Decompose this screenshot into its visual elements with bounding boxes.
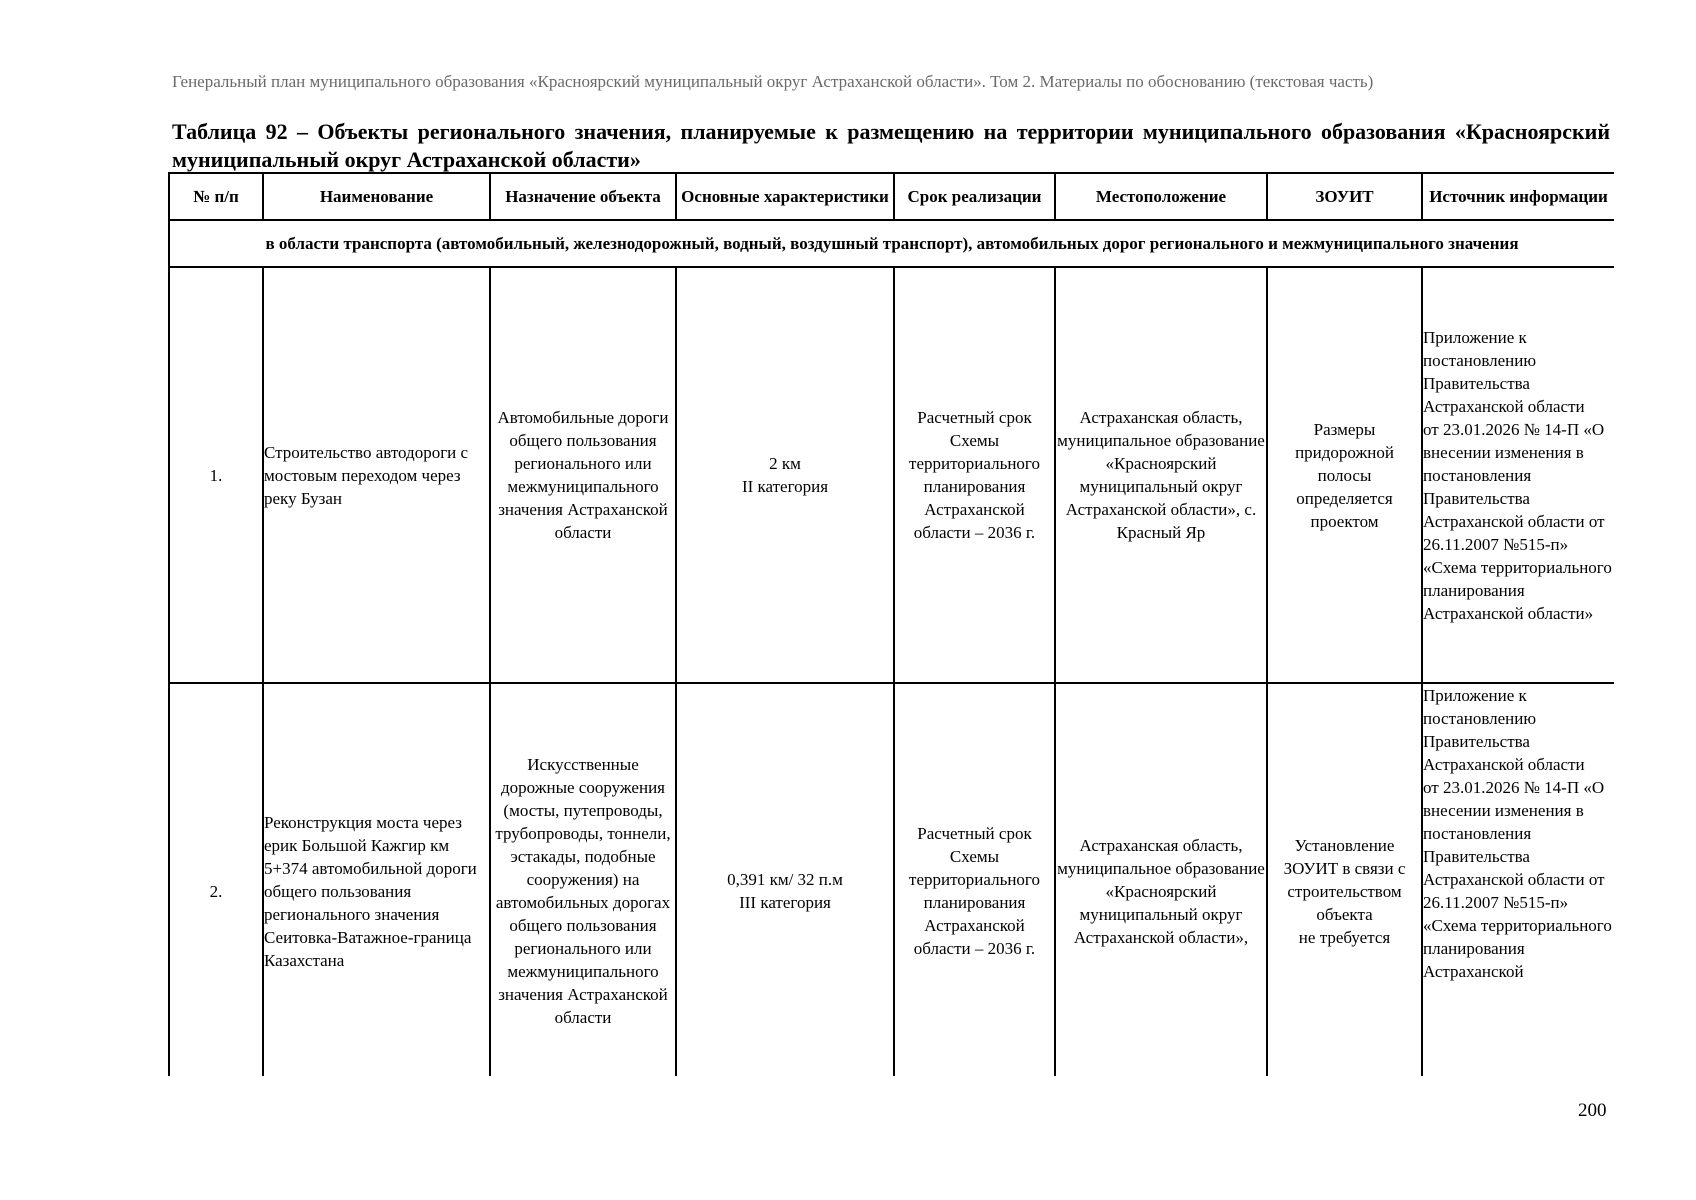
- object-name: Реконструкция моста через ерик Большой Кажгир км 5+374 автомобильной дороги общего пользования регионального значения Сеитовка-Ватажное-граница Казахстана: [263, 683, 490, 1076]
- object-characteristics: 0,391 км/ 32 п.м III категория: [676, 683, 894, 1076]
- implementation-term: Расчетный срок Схемы территориального планирования Астраханской области – 2036 г.: [894, 267, 1055, 683]
- info-source: Приложение к постановлению Правительства Астраханской области от 23.01.2026 № 14-П «О внесении изменения в постановления Правительства Астраханской области от 26.11.2007 №515-п» «Схема территориального планирования Астраханской: [1422, 683, 1614, 1076]
- table-container: [168, 172, 1614, 1076]
- object-name: Строительство автодороги с мостовым переходом через реку Бузан: [263, 267, 490, 683]
- table-row: [169, 683, 1614, 1076]
- column-header: Срок реализации: [894, 173, 1055, 220]
- zouit-info: Установление ЗОУИТ в связи с строительством объекта не требуется: [1267, 683, 1422, 1076]
- section-row: [169, 220, 1614, 267]
- table-title: Таблица 92 – Объекты регионального значения, планируемые к размещению на территории муниципального образования «Красноярский муниципальный округ Астраханской области»: [172, 119, 1610, 172]
- object-location: Астраханская область, муниципальное образование «Красноярский муниципальный округ Астраханской области», с. Красный Яр: [1055, 267, 1267, 683]
- objects-table: [168, 172, 1614, 1076]
- table-header-row: [169, 173, 1614, 220]
- object-purpose: Автомобильные дороги общего пользования регионального или межмуниципального значения Астраханской области: [490, 267, 676, 683]
- column-header: Назначение объекта: [490, 173, 676, 220]
- column-header: Местоположение: [1055, 173, 1267, 220]
- section-title: в области транспорта (автомобильный, железнодорожный, водный, воздушный транспорт), автомобильных дорог регионального и межмуниципального значения: [169, 220, 1614, 267]
- implementation-term: Расчетный срок Схемы территориального планирования Астраханской области – 2036 г.: [894, 683, 1055, 1076]
- table-row: [169, 267, 1614, 683]
- object-characteristics: 2 км II категория: [676, 267, 894, 683]
- page-number: 200: [1578, 1100, 1607, 1121]
- column-header: Источник информации: [1422, 173, 1614, 220]
- running-header: Генеральный план муниципального образования «Красноярский муниципальный округ Астраханской области». Том 2. Материалы по обоснованию (текстовая часть): [172, 72, 1374, 91]
- object-purpose: Искусственные дорожные сооружения (мосты, путепроводы, трубопроводы, тоннели, эстакады, подобные сооружения) на автомобильных дорогах общего пользования регионального или межмуниципального значения Астраханской области: [490, 683, 676, 1076]
- column-header: Наименование: [263, 173, 490, 220]
- column-header: № п/п: [169, 173, 263, 220]
- row-number: 1.: [169, 267, 263, 683]
- object-location: Астраханская область, муниципальное образование «Красноярский муниципальный округ Астраханской области»,: [1055, 683, 1267, 1076]
- info-source: Приложение к постановлению Правительства Астраханской области от 23.01.2026 № 14-П «О внесении изменения в постановления Правительства Астраханской области от 26.11.2007 №515-п» «Схема территориального планирования Астраханской области»: [1422, 267, 1614, 683]
- row-number: 2.: [169, 683, 263, 1076]
- column-header: Основные характеристики: [676, 173, 894, 220]
- column-header: ЗОУИТ: [1267, 173, 1422, 220]
- zouit-info: Размеры придорожной полосы определяется проектом: [1267, 267, 1422, 683]
